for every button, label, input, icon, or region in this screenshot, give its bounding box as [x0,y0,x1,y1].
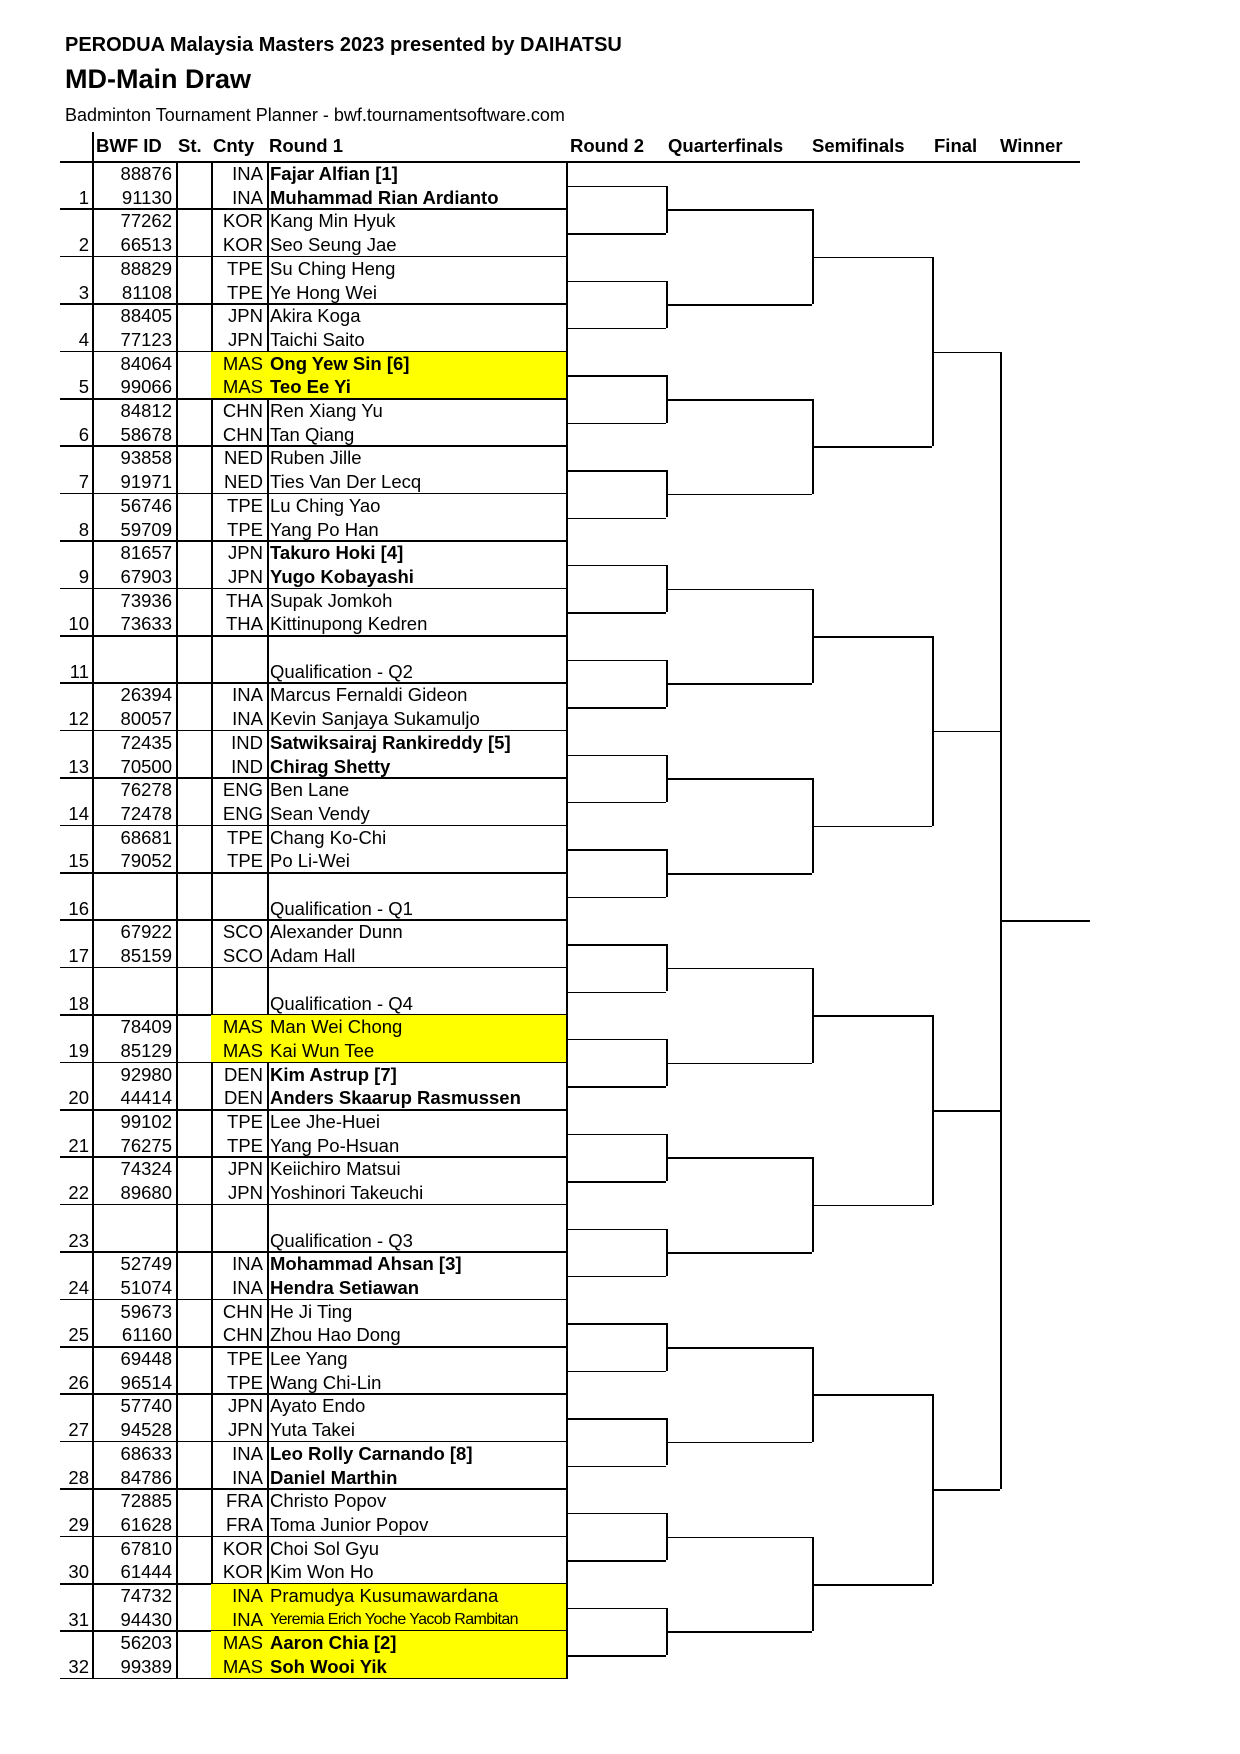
player-name: Yang Po-Hsuan [270,1134,400,1156]
round2-bracket-bottom [566,612,666,614]
semifinal-bracket-bottom [812,1584,932,1586]
bwf-id: 77262 [120,210,172,232]
country-code: FRA [226,1490,263,1512]
player-name: Kim Won Ho [270,1561,374,1583]
country-code [211,968,263,992]
draw-position: 9 [78,565,89,587]
quarterfinal-bracket-bottom [666,494,812,496]
player-name: Satwiksairaj Rankireddy [5] [270,731,511,753]
round2-bracket-top [566,660,666,662]
bwf-id: 56746 [120,494,172,516]
country-code: TPE [227,257,263,279]
country-code: INA [232,1276,263,1298]
event-title: PERODUA Malaysia Masters 2023 presented by DAIHATSU [65,34,622,56]
player-name: Supak Jomkoh [270,589,393,611]
country-code: IND [231,755,263,777]
quarterfinal-bracket-top [666,1537,812,1539]
country-code: FRA [226,1513,263,1535]
bwf-id: 91130 [121,186,172,208]
player-name: Ben Lane [270,779,350,801]
country-code: TPE [227,281,263,303]
country-code: JPN [228,1419,263,1441]
country-code [211,897,263,921]
round2-bracket-top [566,1418,666,1420]
bwf-id: 67922 [120,921,172,943]
round2-bracket-bottom [566,897,666,899]
bwf-id: 81108 [121,281,172,303]
country-code: ENG [222,802,263,824]
player-name: Lee Yang [270,1348,348,1369]
quarterfinal-bracket-bottom [666,1063,812,1065]
draw-position: 3 [78,281,89,303]
player-name: Keiichiro Matsui [270,1158,401,1180]
bwf-id: 76275 [120,1134,172,1156]
country-code: CHN [222,400,263,421]
player-name [270,968,564,992]
draw-position: 11 [69,660,89,682]
bwf-id: 72885 [120,1490,172,1512]
country-code [211,992,263,1016]
player-name: Qualification - Q3 [270,1229,413,1251]
player-name: Adam Hall [270,945,356,967]
bwf-id: 99389 [120,1656,172,1678]
bwf-id: 57740 [120,1395,172,1417]
player-name: Lee Jhe-Huei [270,1111,381,1132]
bwf-id [94,873,172,897]
draw-position: 17 [68,945,89,967]
player-name: Ong Yew Sin [6] [270,352,410,374]
player-name: Hendra Setiawan [270,1276,420,1298]
player-name: Yugo Kobayashi [270,565,414,587]
draw-position: 15 [68,850,89,872]
player-name: Zhou Hao Dong [270,1324,401,1346]
draw-title: MD-Main Draw [65,64,252,94]
country-code: JPN [228,1182,263,1204]
country-code: INA [232,1466,263,1488]
round2-bracket-top [566,944,666,946]
player-name: Pramudya Kusumawardana [270,1585,499,1606]
round2-bracket-top [566,565,666,567]
round2-bracket-top [566,1323,666,1325]
draw-position: 7 [78,471,89,493]
col-header-quarterfinals: Quarterfinals [668,135,784,156]
country-code: KOR [222,1537,263,1559]
player-name: Taichi Saito [270,328,365,350]
bwf-id: 61628 [120,1513,172,1535]
bwf-id: 70500 [120,755,172,777]
draw-position: 13 [68,755,89,777]
country-code: TPE [227,1371,263,1393]
final-bracket-top [932,352,1000,354]
round2-bracket-top [566,375,666,377]
round2-bracket-bottom [566,328,666,330]
bwf-id: 84812 [120,400,172,421]
draw-position: 24 [68,1276,89,1298]
round2-bracket-bottom [566,1560,666,1562]
country-code: MAS [222,1039,263,1061]
country-code: IND [231,731,263,753]
col-header-round2: Round 2 [570,135,644,156]
bwf-id: 80057 [120,708,172,730]
round2-bracket-bottom [566,1086,666,1088]
bwf-id [94,992,172,1016]
country-code: MAS [222,1016,263,1038]
country-code: MAS [222,352,263,374]
round2-bracket-top [566,1229,666,1231]
player-name: Alexander Dunn [270,921,403,943]
bwf-id: 94528 [120,1419,172,1441]
country-code: TPE [227,494,263,516]
bwf-id [94,968,172,992]
country-code: TPE [227,518,263,540]
country-code: INA [232,684,263,706]
bwf-id: 69448 [120,1348,172,1369]
player-name: Fajar Alfian [1] [270,163,398,184]
bwf-id: 59709 [120,518,172,540]
quarterfinal-bracket-bottom [666,873,812,875]
player-name: Qualification - Q1 [270,897,413,919]
player-name: Anders Skaarup Rasmussen [270,1087,521,1109]
winner-line [1000,920,1090,922]
quarterfinal-bracket-bottom [666,1631,812,1633]
semifinal-bracket-bottom [812,446,932,448]
country-code: DEN [223,1063,263,1085]
country-code [211,636,263,660]
bwf-id [94,1229,172,1253]
round2-bracket-bottom [566,518,666,520]
round2-bracket-bottom [566,1655,666,1657]
country-code: JPN [228,305,263,327]
country-code: TPE [227,1134,263,1156]
player-name: Akira Koga [270,305,361,327]
final-bracket-top [932,1110,1000,1112]
bwf-id: 68633 [120,1442,172,1464]
draw-position: 6 [78,423,89,445]
player-name: Chirag Shetty [270,755,391,777]
col-header-final: Final [934,135,978,156]
draw-position: 31 [68,1608,89,1630]
bwf-id: 73936 [120,589,172,611]
bwf-id: 73633 [120,613,172,635]
player-name: Qualification - Q2 [270,660,413,682]
country-code: INA [232,1253,263,1275]
bwf-id [94,636,172,660]
player-name: Man Wei Chong [270,1016,403,1038]
round2-bracket-top [566,849,666,851]
draw-position: 5 [78,376,89,398]
player-name: Teo Ee Yi [270,376,351,398]
draw-position: 21 [68,1134,89,1156]
draw-position: 10 [68,613,89,635]
country-code: KOR [222,1561,263,1583]
country-code: JPN [228,1158,263,1180]
bwf-id: 52749 [120,1253,172,1275]
bwf-id: 51074 [120,1276,172,1298]
player-name: Marcus Fernaldi Gideon [270,684,468,706]
country-code: KOR [222,234,263,256]
bwf-id: 85129 [120,1039,172,1061]
bwf-id: 77123 [120,328,172,350]
quarterfinal-bracket-bottom [666,1442,812,1444]
bwf-id: 67903 [120,565,172,587]
country-code: MAS [222,376,263,398]
draw-position: 19 [68,1039,89,1061]
final-bracket-bottom [932,731,1000,733]
quarterfinal-bracket-top [666,1347,812,1349]
player-name [270,1205,564,1229]
draw-position: 28 [68,1466,89,1488]
country-code: JPN [228,328,263,350]
player-name: Kim Astrup [7] [270,1063,397,1085]
round2-bracket-bottom [566,423,666,425]
round2-bracket-bottom [566,1466,666,1468]
bwf-id: 84786 [120,1466,172,1488]
player-name: Takuro Hoki [4] [270,542,404,564]
player-name [270,636,564,660]
semifinal-bracket-top [812,257,932,259]
round2-bracket-bottom [566,992,666,994]
draw-position: 22 [68,1182,89,1204]
player-name: Lu Ching Yao [270,494,381,516]
player-name: Tan Qiang [270,423,355,445]
quarterfinal-bracket-top [666,209,812,211]
country-code: SCO [222,945,263,967]
player-name: Yang Po Han [270,518,379,540]
country-code: MAS [222,1632,263,1654]
player-name: Soh Wooi Yik [270,1656,387,1678]
country-code: SCO [222,921,263,943]
player-name: Yuta Takei [270,1419,356,1441]
draw-position: 1 [78,186,89,208]
round2-bracket-bottom [566,707,666,709]
col-header-round1: Round 1 [269,135,343,156]
round2-bracket-top [566,755,666,757]
player-name: Kittinupong Kedren [270,613,428,635]
bwf-id: 26394 [120,684,172,706]
country-code [211,1205,263,1229]
semifinal-bracket-bottom [812,1205,932,1207]
bwf-id: 99102 [120,1111,172,1132]
source-line: Badminton Tournament Planner - bwf.tournamentsoftware.com [65,105,565,125]
quarterfinal-bracket-top [666,399,812,401]
player-name: Muhammad Rian Ardianto [270,186,499,208]
country-code: CHN [222,423,263,445]
player-name: Ye Hong Wei [270,281,377,303]
player-name: Ties Van Der Lecq [270,471,422,493]
round2-bracket-top [566,1608,666,1610]
col-header-country: Cnty [213,135,255,156]
bwf-id: 67810 [120,1537,172,1559]
quarterfinal-bracket-top [666,1157,812,1159]
round2-bracket-top [566,281,666,283]
draw-position: 23 [68,1229,89,1251]
bwf-id: 93858 [120,447,172,469]
player-name [270,873,564,897]
draw-position: 12 [68,708,89,730]
bwf-id: 72478 [120,802,172,824]
player-name: Ruben Jille [270,447,362,469]
round2-bracket-top [566,1039,666,1041]
bwf-id: 72435 [120,731,172,753]
quarterfinal-bracket-top [666,778,812,780]
country-code: TPE [227,826,263,848]
player-name: Chang Ko-Chi [270,826,387,848]
country-code [211,660,263,684]
country-code: MAS [222,1656,263,1678]
draw-position: 20 [68,1087,89,1109]
round2-bracket-top [566,1513,666,1515]
player-name: Christo Popov [270,1490,387,1512]
country-code: DEN [223,1087,263,1109]
country-code: JPN [228,1395,263,1417]
country-code: INA [232,708,263,730]
country-code: JPN [228,565,263,587]
bwf-id [94,897,172,921]
country-code [211,1229,263,1253]
draw-position: 30 [68,1561,89,1583]
country-code: THA [226,613,263,635]
semifinal-bracket-top [812,1015,932,1017]
player-name: Wang Chi-Lin [270,1371,382,1393]
round2-bracket-bottom [566,802,666,804]
bwf-id: 91971 [120,471,172,493]
draw-position: 29 [68,1513,89,1535]
bwf-id: 61444 [120,1561,172,1583]
bwf-id: 94430 [120,1608,172,1630]
country-code: INA [232,1608,263,1630]
quarterfinal-bracket-bottom [666,683,812,685]
draw-position: 25 [68,1324,89,1346]
bwf-id: 58678 [120,423,172,445]
player-name: Mohammad Ahsan [3] [270,1253,462,1275]
bwf-id: 99066 [120,376,172,398]
draw-position: 8 [78,518,89,540]
bwf-id [94,1205,172,1229]
country-code: TPE [227,1348,263,1369]
bwf-id: 88876 [120,163,172,184]
country-code: NED [223,447,263,469]
player-name: Leo Rolly Carnando [8] [270,1442,473,1464]
col-header-status: St. [178,135,202,156]
draw-position: 16 [68,897,89,919]
country-code: JPN [228,542,263,564]
player-name: Kai Wun Tee [270,1039,375,1061]
col-header-semifinals: Semifinals [812,135,905,156]
draw-position: 4 [78,328,89,350]
draw-position: 27 [68,1419,89,1441]
draw-position: 32 [68,1656,89,1678]
country-code: NED [223,471,263,493]
bwf-id: 66513 [120,234,172,256]
player-name: He Ji Ting [270,1300,353,1322]
player-name: Kang Min Hyuk [270,210,396,232]
bwf-id: 84064 [120,352,172,374]
bwf-id: 78409 [120,1016,172,1038]
bwf-id: 59673 [120,1300,172,1322]
bwf-id: 61160 [121,1324,172,1346]
final-bracket-bottom [932,1489,1000,1491]
player-name: Choi Sol Gyu [270,1537,379,1559]
country-code: ENG [222,779,263,801]
bwf-id: 68681 [120,826,172,848]
draw-position: 18 [68,992,89,1014]
country-code: THA [226,589,263,611]
bwf-id: 56203 [120,1632,172,1654]
bwf-id: 81657 [120,542,172,564]
draw-position: 2 [78,234,89,256]
quarterfinal-bracket-bottom [666,304,812,306]
country-code: INA [232,163,263,184]
player-name: Sean Vendy [270,802,370,824]
col-header-bwf-id: BWF ID [96,135,162,156]
player-name: Ren Xiang Yu [270,400,383,421]
bwf-id [94,660,172,684]
country-code: INA [232,1585,263,1606]
quarterfinal-bracket-top [666,968,812,970]
bwf-id: 74324 [120,1158,172,1180]
bwf-id: 88405 [120,305,172,327]
bwf-id: 74732 [120,1585,172,1606]
bwf-id: 89680 [120,1182,172,1204]
country-code: CHN [222,1300,263,1322]
draw-position: 26 [68,1371,89,1393]
entry-rule [60,1678,566,1680]
round2-bracket-top [566,186,666,188]
draw-position: 14 [68,802,89,824]
player-name: Po Li-Wei [270,850,350,872]
quarterfinal-bracket-top [666,589,812,591]
round2-bracket-bottom [566,233,666,235]
player-name: Toma Junior Popov [270,1513,429,1535]
quarterfinal-bracket-bottom [666,1252,812,1254]
country-code: KOR [222,210,263,232]
bwf-id: 79052 [120,850,172,872]
round2-bracket-bottom [566,1181,666,1183]
round2-bracket-top [566,470,666,472]
col-header-winner: Winner [1000,135,1063,156]
country-code [211,873,263,897]
country-code: INA [232,1442,263,1464]
round2-bracket-top [566,1134,666,1136]
semifinal-bracket-top [812,636,932,638]
round2-bracket-bottom [566,1276,666,1278]
country-code: TPE [227,850,263,872]
country-code: TPE [227,1111,263,1132]
player-name: Daniel Marthin [270,1466,398,1488]
player-name: Yeremia Erich Yoche Yacob Rambitan [270,1610,518,1628]
player-name: Kevin Sanjaya Sukamuljo [270,708,480,730]
semifinal-bracket-bottom [812,826,932,828]
player-name: Qualification - Q4 [270,992,413,1014]
bwf-id: 85159 [120,945,172,967]
player-name: Ayato Endo [270,1395,366,1417]
bwf-id: 92980 [120,1063,172,1085]
country-code: CHN [222,1324,263,1346]
bwf-id: 76278 [120,779,172,801]
player-name: Seo Seung Jae [270,234,397,256]
country-code: INA [232,186,263,208]
bwf-id: 88829 [120,257,172,279]
bwf-id: 96514 [120,1371,172,1393]
player-name: Su Ching Heng [270,257,396,279]
semifinal-bracket-top [812,1394,932,1396]
round2-bracket-bottom [566,1371,666,1373]
bwf-id: 44414 [120,1087,172,1109]
player-name: Aaron Chia [2] [270,1632,397,1654]
player-name: Yoshinori Takeuchi [270,1182,424,1204]
